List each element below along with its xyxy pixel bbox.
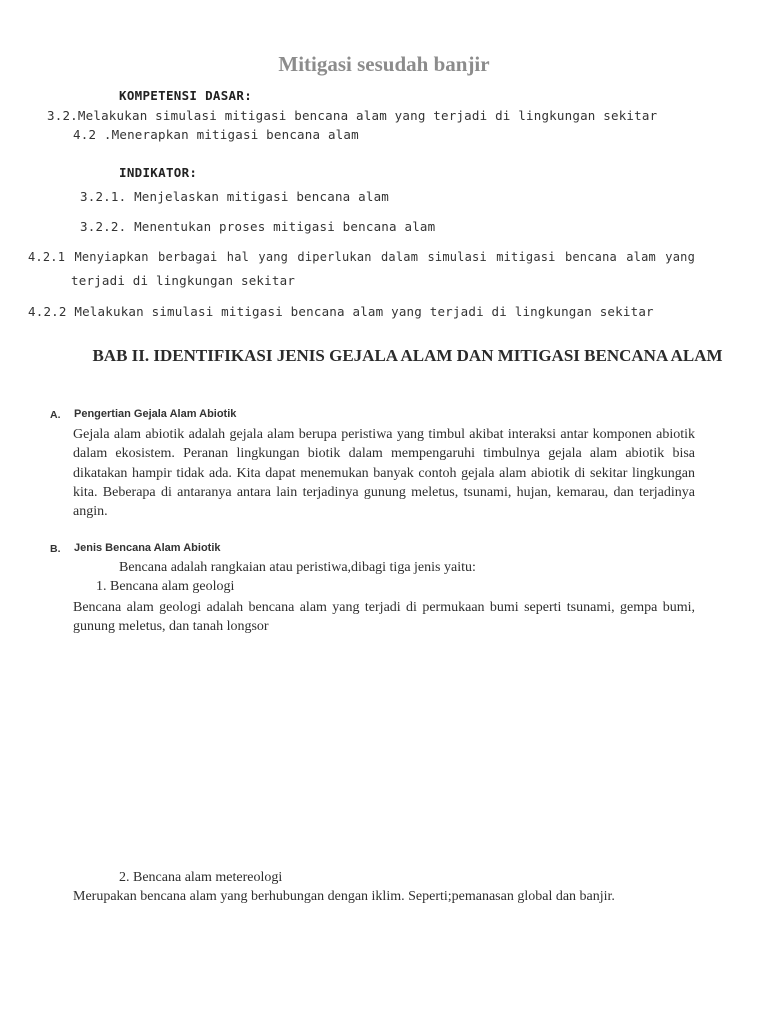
chapter-heading: BAB II. IDENTIFIKASI JENIS GEJALA ALAM DAN MITIGASI BENCANA ALAM <box>92 346 723 365</box>
section-b-letter: B. <box>50 543 61 555</box>
section-a-letter: A. <box>50 409 61 421</box>
kompetensi-item: 3.2.Melakukan simulasi mitigasi bencana alam yang terjadi di lingkungan sekitar <box>47 108 658 123</box>
kompetensi-item: 4.2 .Menerapkan mitigasi bencana alam <box>73 127 359 142</box>
bencana-meteorologi-title: 2. Bencana alam metereologi <box>119 870 283 885</box>
indikator-item-422: 4.2.2 Melakukan simulasi mitigasi bencana alam yang terjadi di lingkungan sekitar <box>28 304 654 319</box>
indikator-label: INDIKATOR: <box>119 165 198 180</box>
bencana-geologi-title: 1. Bencana alam geologi <box>96 579 235 594</box>
bencana-geologi-text: Bencana alam geologi adalah bencana alam yang terjadi di permukaan bumi seperti tsunami, gempa bumi, gunung meletus, dan tanah longsor <box>73 600 695 635</box>
bencana-meteorologi-text: Merupakan bencana alam yang berhubungan dengan iklim. Seperti;pemanasan global dan banjir. <box>73 889 615 904</box>
indikator-item-421-line1: 4.2.1 Menyiapkan berbagai hal yang diperlukan dalam simulasi mitigasi bencana alam yang <box>28 250 695 264</box>
kompetensi-label: KOMPETENSI DASAR: <box>119 88 253 103</box>
section-b-title: Jenis Bencana Alam Abiotik <box>74 542 221 554</box>
indikator-item: 3.2.2. Menentukan proses mitigasi bencana alam <box>80 219 436 234</box>
section-a-title: Pengertian Gejala Alam Abiotik <box>74 408 237 420</box>
page-title: Mitigasi sesudah banjir <box>278 52 490 76</box>
indikator-item: 3.2.1. Menjelaskan mitigasi bencana alam <box>80 189 390 204</box>
indikator-item-421-line2: terjadi di lingkungan sekitar <box>71 273 296 288</box>
section-a-paragraph: Gejala alam abiotik adalah gejala alam berupa peristiwa yang timbul akibat interaksi antar komponen abiotik dalam ekosistem. Peranan lingkungan biotik dalam mempengaruhi timbulnya gejala alam abiotik bisa dikatakan hampir tidak ada. Kita dapat menemukan banyak contoh gejala alam abiotik di sekitar lingkungan kita. Beberapa di antaranya antara lain terjadinya gunung meletus, tsunami, hujan, kemarau, dan terjadinya angin. <box>73 427 695 520</box>
section-b-intro: Bencana adalah rangkaian atau peristiwa,dibagi tiga jenis yaitu: <box>119 560 476 575</box>
